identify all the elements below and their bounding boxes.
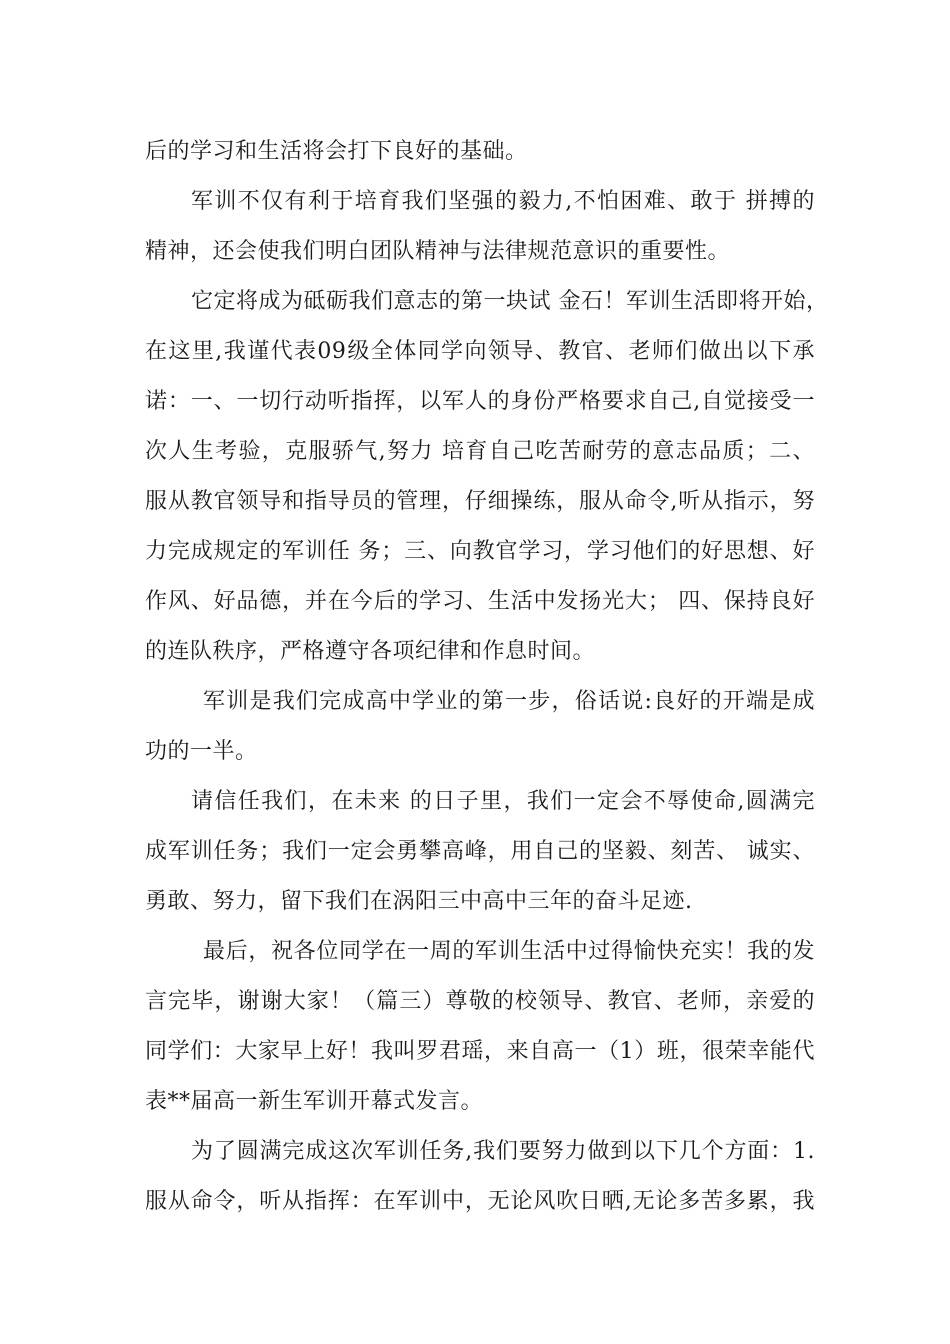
text-line: 的连队秩序，严格遵守各项纪律和作息时间。 [145, 639, 596, 664]
text-line: 军训不仅有利于培育我们坚强的毅力,不怕困难、敢于 拼搏的 [191, 189, 815, 214]
text-line: 在这里,我谨代表09级全体同学向领导、教官、老师们做出以下承 [145, 339, 815, 364]
text-line: 服从教官领导和指导员的管理，仔细操练，服从命令,听从指示，努 [145, 489, 815, 514]
text-line: 功的一半。 [145, 739, 258, 764]
text-line: 为了圆满完成这次军训任务,我们要努力做到以下几个方面：1. [191, 1139, 815, 1164]
text-line: 次人生考验，克服骄气,努力 培育自己吃苦耐劳的意志品质；二、 [145, 439, 815, 464]
text-line: 诺：一、一切行动听指挥，以军人的身份严格要求自己,自觉接受一 [145, 389, 815, 414]
text-line: 成军训任务；我们一定会勇攀高峰，用自己的坚毅、刻苦、 诚实、 [145, 839, 815, 864]
text-line: 军训是我们完成高中学业的第一步，俗话说:良好的开端是成 [203, 689, 815, 714]
text-line: 精神，还会使我们明白团队精神与法律规范意识的重要性。 [145, 239, 731, 264]
text-line: 作风、好品德，并在今后的学习、生活中发扬光大； 四、保持良好 [145, 589, 815, 614]
text-line: 表**届高一新生军训开幕式发言。 [145, 1089, 484, 1114]
text-line: 力完成规定的军训任 务；三、向教官学习，学习他们的好思想、好 [145, 539, 815, 564]
text-line: 服从命令，听从指挥：在军训中，无论风吹日晒,无论多苦多累，我 [145, 1189, 815, 1214]
text-line: 请信任我们，在未来 的日子里，我们一定会不辱使命,圆满完 [191, 789, 815, 814]
text-line: 勇敢、努力，留下我们在涡阳三中高中三年的奋斗足迹. [145, 889, 693, 914]
text-line: 后的学习和生活将会打下良好的基础。 [145, 139, 528, 164]
text-line: 最后，祝各位同学在一周的军训生活中过得愉快充实！我的发 [203, 939, 815, 964]
text-line: 言完毕，谢谢大家！（篇三）尊敬的校领导、教官、老师，亲爱的 [145, 989, 815, 1014]
text-line: 同学们：大家早上好！我叫罗君瑶，来自高一（1）班，很荣幸能代 [145, 1039, 815, 1064]
text-line: 它定将成为砥砺我们意志的第一块试 金石！军训生活即将开始， [191, 289, 829, 314]
